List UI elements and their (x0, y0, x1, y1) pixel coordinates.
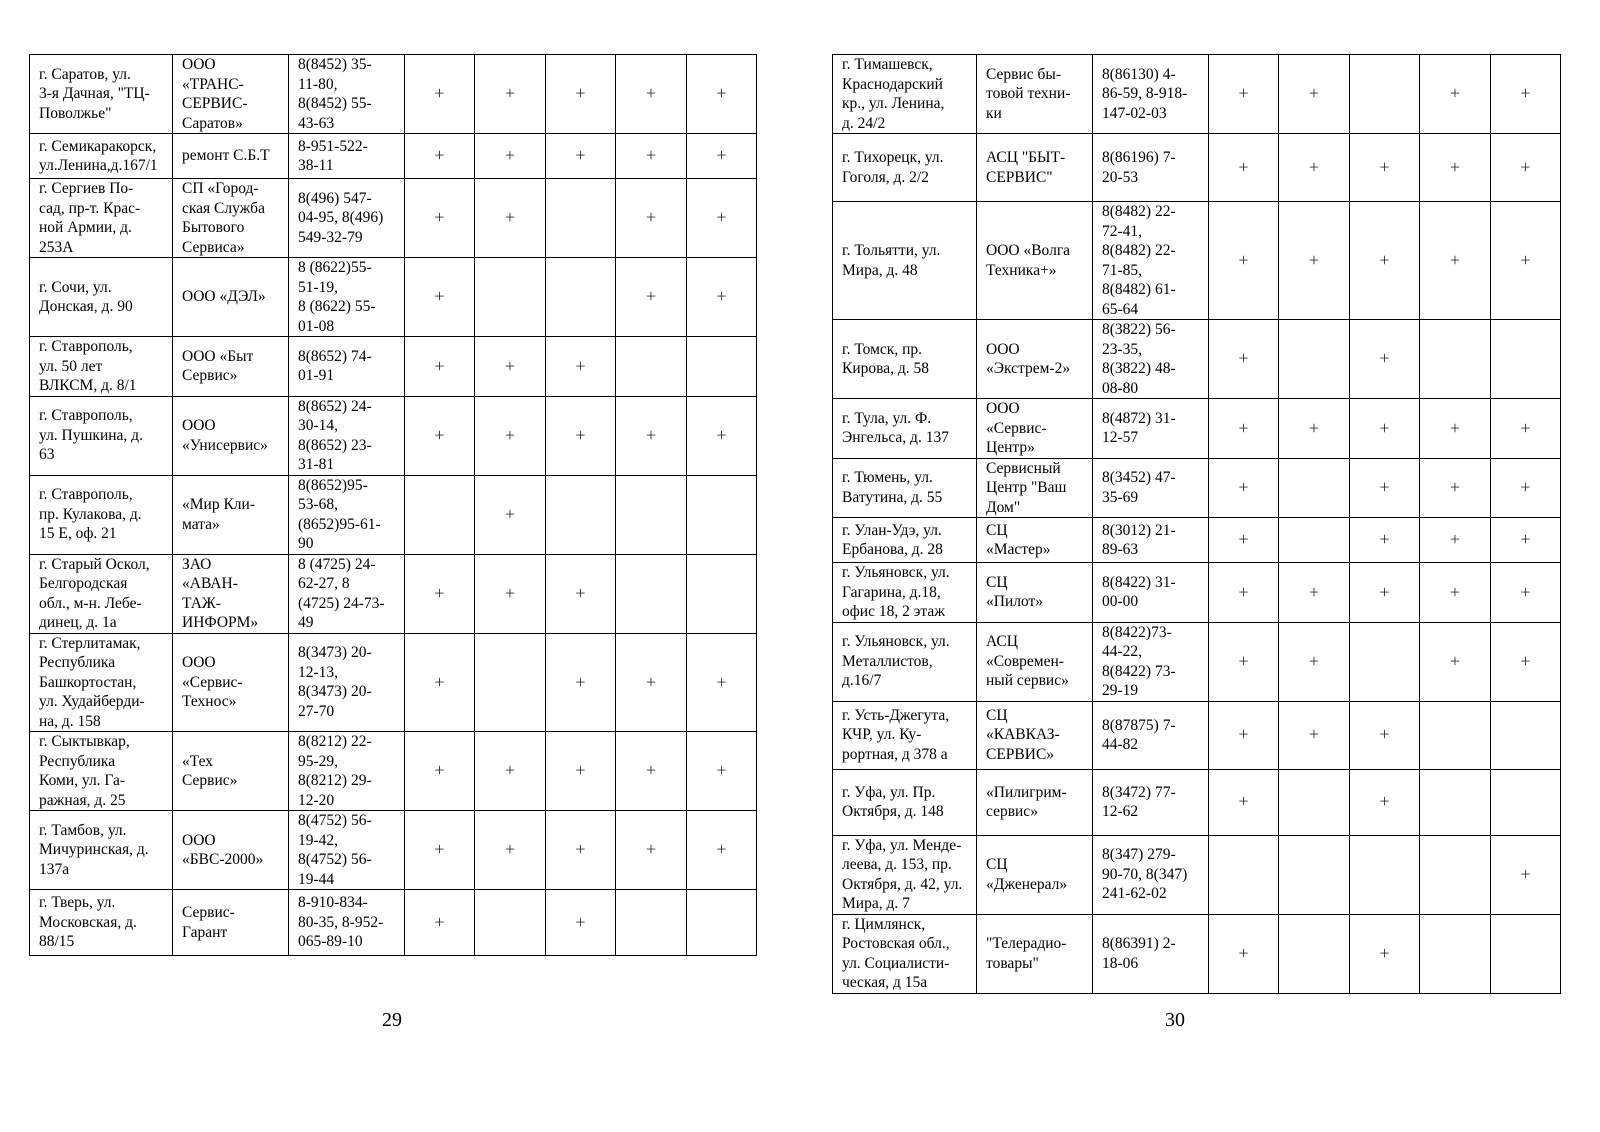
service-mark-cell: + (475, 732, 546, 811)
service-mark-cell (1279, 458, 1350, 518)
table-row (833, 399, 1561, 459)
service-mark-cell (546, 179, 616, 258)
phone-cell: 8(8482) 22- 72-41, 8(8482) 22- 71-85, 8(8482) 61- 65-64 (1093, 202, 1209, 320)
phone-cell: 8(8422) 31- 00-00 (1093, 563, 1209, 623)
service-mark-cell: + (405, 179, 475, 258)
service-mark-cell: + (687, 396, 757, 475)
company-cell: ремонт С.Б.Т (173, 134, 289, 179)
service-mark-cell (1491, 320, 1561, 399)
service-mark-cell: + (687, 732, 757, 811)
service-mark-cell: + (616, 258, 687, 337)
service-mark-cell: + (1209, 914, 1279, 993)
address-cell: г. Тольятти, ул. Мира, д. 48 (833, 202, 977, 320)
phone-cell: 8(86391) 2- 18-06 (1093, 914, 1209, 993)
service-mark-cell (1491, 769, 1561, 835)
service-mark-cell: + (1420, 563, 1491, 623)
table-row (30, 732, 757, 811)
address-cell: г. Сыктывкар, Республика Коми, ул. Га- ражная, д. 25 (30, 732, 173, 811)
table-row (30, 55, 757, 134)
service-mark-cell: + (1350, 563, 1420, 623)
service-mark-cell: + (1491, 202, 1561, 320)
table-row (30, 337, 757, 397)
company-cell: «Тех Сервис» (173, 732, 289, 811)
service-mark-cell: + (1350, 914, 1420, 993)
service-mark-cell: + (1209, 563, 1279, 623)
address-cell: г. Улан-Удэ, ул. Ербанова, д. 28 (833, 518, 977, 563)
table-row (833, 134, 1561, 202)
service-mark-cell: + (405, 55, 475, 134)
service-mark-cell (687, 337, 757, 397)
service-mark-cell: + (475, 475, 546, 554)
phone-cell: 8 (8622)55- 51-19, 8 (8622) 55- 01-08 (289, 258, 405, 337)
service-mark-cell: + (546, 55, 616, 134)
service-mark-cell: + (405, 396, 475, 475)
service-mark-cell: + (475, 337, 546, 397)
address-cell: г. Сергиев По- сад, пр-т. Крас- ной Армии, д. 253А (30, 179, 173, 258)
address-cell: г. Тула, ул. Ф. Энгельса, д. 137 (833, 399, 977, 459)
address-cell: г. Стерлитамак, Республика Башкортостан, ул. Худайберди- на, д. 158 (30, 633, 173, 732)
table-row (833, 563, 1561, 623)
service-mark-cell: + (1420, 202, 1491, 320)
service-mark-cell: + (1420, 518, 1491, 563)
left-page (29, 0, 757, 1031)
service-mark-cell: + (475, 55, 546, 134)
service-mark-cell (1279, 518, 1350, 563)
service-mark-cell: + (687, 258, 757, 337)
company-cell: ООО «Экстрем-2» (977, 320, 1093, 399)
service-mark-cell: + (1209, 518, 1279, 563)
service-mark-cell: + (546, 633, 616, 732)
service-mark-cell: + (1279, 701, 1350, 769)
service-mark-cell: + (1350, 134, 1420, 202)
phone-cell: 8(3452) 47- 35-69 (1093, 458, 1209, 518)
service-mark-cell: + (1420, 458, 1491, 518)
service-mark-cell: + (1279, 563, 1350, 623)
address-cell: г. Ставрополь, ул. Пушкина, д. 63 (30, 396, 173, 475)
table-row (30, 396, 757, 475)
address-cell: г. Томск, пр. Кирова, д. 58 (833, 320, 977, 399)
service-mark-cell: + (616, 179, 687, 258)
service-mark-cell: + (616, 633, 687, 732)
service-mark-cell: + (687, 179, 757, 258)
service-mark-cell (1350, 835, 1420, 914)
service-mark-cell: + (546, 811, 616, 890)
address-cell: г. Усть-Джегута, КЧР, ул. Ку- рортная, д 378 а (833, 701, 977, 769)
service-mark-cell (1420, 320, 1491, 399)
address-cell: г. Саратов, ул. 3-я Дачная, "ТЦ- Поволжье" (30, 55, 173, 134)
address-cell: г. Ульяновск, ул. Гагарина, д.18, офис 18, 2 этаж (833, 563, 977, 623)
table-row (833, 518, 1561, 563)
company-cell: СЦ «Дженерал» (977, 835, 1093, 914)
service-mark-cell: + (1350, 399, 1420, 459)
service-mark-cell: + (405, 134, 475, 179)
service-mark-cell: + (1420, 399, 1491, 459)
service-mark-cell: + (616, 134, 687, 179)
service-mark-cell: + (1491, 134, 1561, 202)
service-mark-cell (475, 633, 546, 732)
address-cell: г. Ставрополь, пр. Кулакова, д. 15 Е, оф. 21 (30, 475, 173, 554)
service-mark-cell (616, 475, 687, 554)
table-row (833, 622, 1561, 701)
service-mark-cell: + (546, 554, 616, 633)
table-row (833, 55, 1561, 134)
service-mark-cell (1350, 622, 1420, 701)
service-mark-cell (475, 258, 546, 337)
company-cell: «Пилигрим- сервис» (977, 769, 1093, 835)
company-cell: Сервисный Центр "Ваш Дом" (977, 458, 1093, 518)
service-mark-cell: + (616, 396, 687, 475)
service-mark-cell: + (546, 134, 616, 179)
phone-cell: 8-951-522- 38-11 (289, 134, 405, 179)
service-mark-cell: + (1209, 458, 1279, 518)
right-page (832, 0, 1561, 1031)
service-mark-cell: + (1491, 458, 1561, 518)
service-mark-cell: + (405, 732, 475, 811)
service-mark-cell: + (616, 811, 687, 890)
phone-cell: 8(8652) 74- 01-91 (289, 337, 405, 397)
table-row (30, 554, 757, 633)
table-row (833, 769, 1561, 835)
table-row (30, 811, 757, 890)
service-mark-cell: + (546, 732, 616, 811)
service-mark-cell (1279, 320, 1350, 399)
phone-cell: 8(87875) 7- 44-82 (1093, 701, 1209, 769)
service-mark-cell: + (475, 811, 546, 890)
address-cell: г. Старый Оскол, Белгородская обл., м-н. Лебе- динец, д. 1а (30, 554, 173, 633)
service-mark-cell: + (1491, 835, 1561, 914)
table-row (833, 202, 1561, 320)
service-mark-cell: + (1209, 701, 1279, 769)
table-row (30, 179, 757, 258)
company-cell: ООО «Сервис- Технос» (173, 633, 289, 732)
service-mark-cell (616, 554, 687, 633)
address-cell: г. Тверь, ул. Московская, д. 88/15 (30, 890, 173, 956)
phone-cell: 8(3473) 20- 12-13, 8(3473) 20- 27-70 (289, 633, 405, 732)
address-cell: г. Уфа, ул. Пр. Октября, д. 148 (833, 769, 977, 835)
service-mark-cell: + (405, 337, 475, 397)
service-mark-cell: + (546, 337, 616, 397)
service-mark-cell: + (475, 179, 546, 258)
service-mark-cell: + (1420, 55, 1491, 134)
service-mark-cell: + (687, 55, 757, 134)
service-mark-cell: + (1350, 320, 1420, 399)
service-mark-cell: + (546, 396, 616, 475)
service-mark-cell: + (1491, 518, 1561, 563)
service-mark-cell: + (475, 396, 546, 475)
table-row (30, 258, 757, 337)
phone-cell: 8(347) 279- 90-70, 8(347) 241-62-02 (1093, 835, 1209, 914)
address-cell: г. Тихорецк, ул. Гоголя, д. 2/2 (833, 134, 977, 202)
company-cell: ООО «ТРАНС- СЕРВИС- Саратов» (173, 55, 289, 134)
service-mark-cell: + (687, 134, 757, 179)
service-mark-cell: + (616, 732, 687, 811)
phone-cell: 8(4752) 56- 19-42, 8(4752) 56- 19-44 (289, 811, 405, 890)
service-mark-cell: + (546, 890, 616, 956)
service-mark-cell (1279, 769, 1350, 835)
service-mark-cell: + (1209, 320, 1279, 399)
service-mark-cell: + (1209, 55, 1279, 134)
company-cell: СЦ «Мастер» (977, 518, 1093, 563)
service-centers-table-right (832, 54, 1561, 994)
service-mark-cell: + (405, 258, 475, 337)
service-mark-cell: + (475, 134, 546, 179)
address-cell: г. Ульяновск, ул. Металлистов, д.16/7 (833, 622, 977, 701)
service-mark-cell: + (1279, 622, 1350, 701)
company-cell: «Мир Кли- мата» (173, 475, 289, 554)
table-row (833, 701, 1561, 769)
table-row (833, 320, 1561, 399)
service-mark-cell: + (616, 55, 687, 134)
service-mark-cell: + (1350, 701, 1420, 769)
phone-cell: 8(8652)95- 53-68, (8652)95-61- 90 (289, 475, 405, 554)
table-row (833, 458, 1561, 518)
table-row (30, 134, 757, 179)
service-mark-cell: + (687, 633, 757, 732)
company-cell: СЦ «КАВКАЗ- СЕРВИС» (977, 701, 1093, 769)
service-mark-cell: + (1279, 55, 1350, 134)
table-row (30, 633, 757, 732)
phone-cell: 8(8652) 24- 30-14, 8(8652) 23- 31-81 (289, 396, 405, 475)
service-centers-table-left (29, 54, 757, 956)
address-cell: г. Сочи, ул. Донская, д. 90 (30, 258, 173, 337)
phone-cell: 8-910-834- 80-35, 8-952- 065-89-10 (289, 890, 405, 956)
table-row (833, 914, 1561, 993)
service-mark-cell: + (1350, 202, 1420, 320)
address-cell: г. Уфа, ул. Менде- леева, д. 153, пр. Октября, д. 42, ул. Мира, д. 7 (833, 835, 977, 914)
service-mark-cell (1420, 914, 1491, 993)
service-mark-cell (475, 890, 546, 956)
phone-cell: 8(8212) 22- 95-29, 8(8212) 29- 12-20 (289, 732, 405, 811)
service-mark-cell (1420, 769, 1491, 835)
service-mark-cell (546, 258, 616, 337)
company-cell: ООО «Быт Сервис» (173, 337, 289, 397)
phone-cell: 8(3012) 21- 89-63 (1093, 518, 1209, 563)
company-cell: Сервис бы- товой техни- ки (977, 55, 1093, 134)
page-number: 30 (1165, 1009, 1185, 1031)
service-mark-cell: + (687, 811, 757, 890)
phone-cell: 8(86196) 7- 20-53 (1093, 134, 1209, 202)
company-cell: ООО «БВС-2000» (173, 811, 289, 890)
service-mark-cell: + (1279, 202, 1350, 320)
service-mark-cell: + (1350, 769, 1420, 835)
service-mark-cell: + (1209, 399, 1279, 459)
service-mark-cell (687, 554, 757, 633)
page-number: 29 (382, 1009, 402, 1031)
company-cell: ЗАО «АВАН- ТАЖ- ИНФОРМ» (173, 554, 289, 633)
service-mark-cell (1491, 914, 1561, 993)
phone-cell: 8(3472) 77- 12-62 (1093, 769, 1209, 835)
address-cell: г. Тамбов, ул. Мичуринская, д. 137а (30, 811, 173, 890)
table-row (833, 835, 1561, 914)
company-cell: СП «Город- ская Служба Бытового Сервиса» (173, 179, 289, 258)
service-mark-cell (546, 475, 616, 554)
company-cell: АСЦ «Современ- ный сервис» (977, 622, 1093, 701)
service-mark-cell: + (1350, 458, 1420, 518)
company-cell: АСЦ "БЫТ- СЕРВИС" (977, 134, 1093, 202)
service-mark-cell: + (405, 890, 475, 956)
service-mark-cell: + (1420, 622, 1491, 701)
service-mark-cell: + (1491, 399, 1561, 459)
service-mark-cell (1420, 701, 1491, 769)
service-mark-cell (1350, 55, 1420, 134)
company-cell: СЦ «Пилот» (977, 563, 1093, 623)
service-mark-cell (687, 890, 757, 956)
table-row (30, 475, 757, 554)
service-mark-cell: + (1491, 563, 1561, 623)
company-cell: ООО «Волга Техника+» (977, 202, 1093, 320)
service-mark-cell (1209, 835, 1279, 914)
service-mark-cell (616, 337, 687, 397)
table-row (30, 890, 757, 956)
service-mark-cell: + (405, 554, 475, 633)
company-cell: Сервис- Гарант (173, 890, 289, 956)
service-mark-cell: + (1279, 399, 1350, 459)
company-cell: ООО «ДЭЛ» (173, 258, 289, 337)
service-mark-cell: + (405, 811, 475, 890)
service-mark-cell (687, 475, 757, 554)
service-mark-cell: + (1491, 55, 1561, 134)
service-mark-cell: + (1491, 622, 1561, 701)
phone-cell: 8(4872) 31- 12-57 (1093, 399, 1209, 459)
service-mark-cell (405, 475, 475, 554)
service-mark-cell: + (1420, 134, 1491, 202)
phone-cell: 8(496) 547- 04-95, 8(496) 549-32-79 (289, 179, 405, 258)
address-cell: г. Ставрополь, ул. 50 лет ВЛКСМ, д. 8/1 (30, 337, 173, 397)
service-mark-cell: + (1209, 134, 1279, 202)
service-mark-cell: + (405, 633, 475, 732)
company-cell: ООО «Сервис- Центр» (977, 399, 1093, 459)
phone-cell: 8(8422)73- 44-22, 8(8422) 73- 29-19 (1093, 622, 1209, 701)
service-mark-cell: + (1209, 622, 1279, 701)
company-cell: "Телерадио- товары" (977, 914, 1093, 993)
phone-cell: 8(3822) 56- 23-35, 8(3822) 48- 08-80 (1093, 320, 1209, 399)
service-mark-cell (1279, 914, 1350, 993)
phone-cell: 8(8452) 35- 11-80, 8(8452) 55- 43-63 (289, 55, 405, 134)
service-mark-cell: + (1209, 202, 1279, 320)
service-mark-cell (1279, 835, 1350, 914)
address-cell: г. Цимлянск, Ростовская обл., ул. Социалисти- ческая, д 15а (833, 914, 977, 993)
service-mark-cell: + (1350, 518, 1420, 563)
service-mark-cell (1491, 701, 1561, 769)
phone-cell: 8(86130) 4- 86-59, 8-918- 147-02-03 (1093, 55, 1209, 134)
service-mark-cell: + (1209, 769, 1279, 835)
service-mark-cell (1420, 835, 1491, 914)
company-cell: ООО «Унисервис» (173, 396, 289, 475)
service-mark-cell (616, 890, 687, 956)
service-mark-cell: + (1279, 134, 1350, 202)
address-cell: г. Тимашевск, Краснодарский кр., ул. Ленина, д. 24/2 (833, 55, 977, 134)
address-cell: г. Тюмень, ул. Ватутина, д. 55 (833, 458, 977, 518)
phone-cell: 8 (4725) 24- 62-27, 8 (4725) 24-73- 49 (289, 554, 405, 633)
service-mark-cell: + (475, 554, 546, 633)
address-cell: г. Семикаракорск, ул.Ленина,д.167/1 (30, 134, 173, 179)
